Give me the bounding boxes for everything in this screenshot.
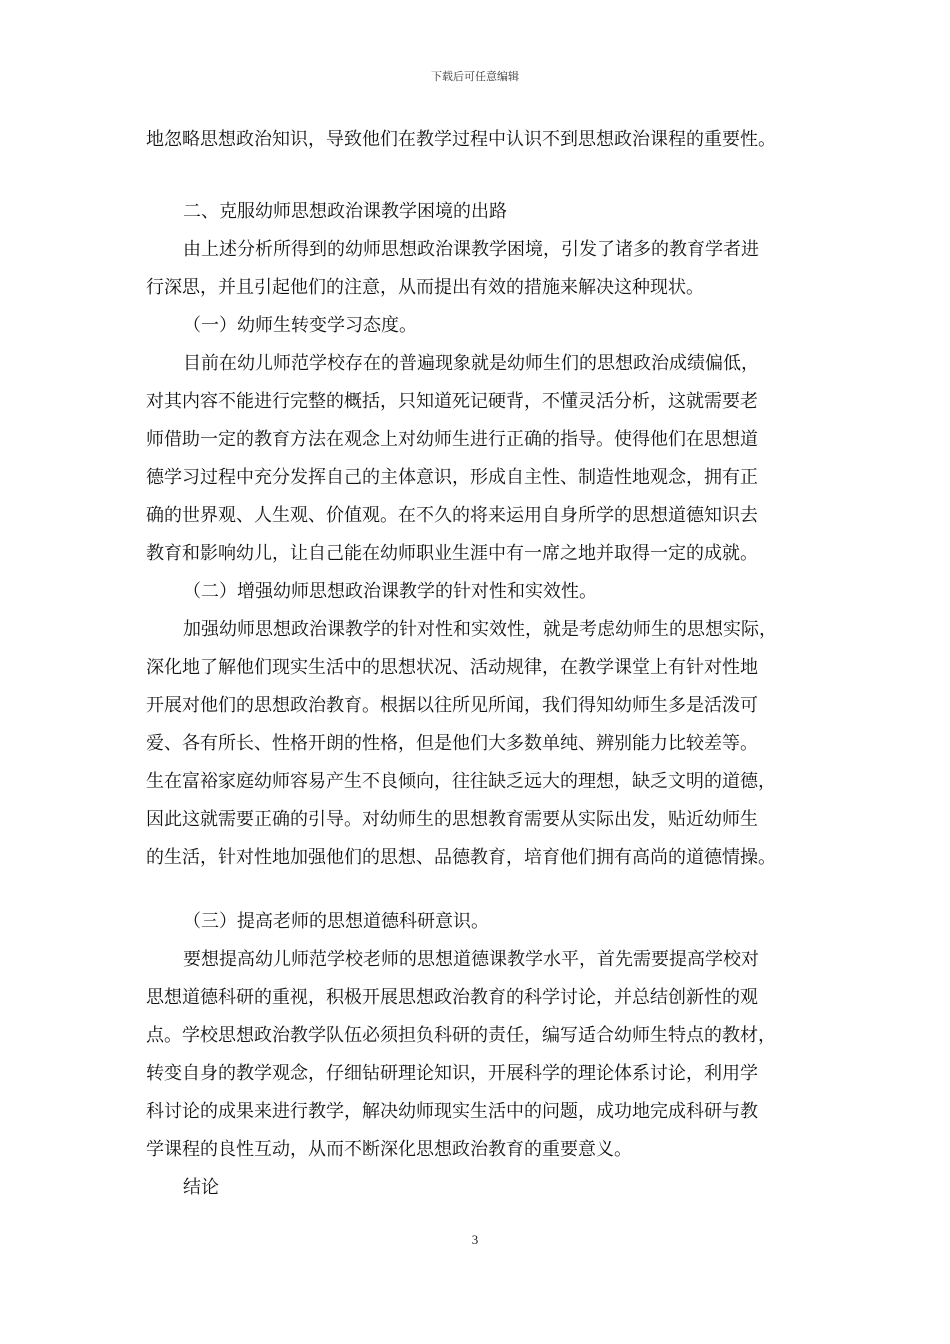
paragraph-line: 思想道德科研的重视，积极开展思想政治教育的科学讨论，并总结创新性的观 bbox=[146, 987, 758, 1008]
paragraph-line: 爱、各有所长、性格开朗的性格，但是他们大多数单纯、辨别能力比较差等。 bbox=[146, 733, 758, 754]
paragraph-line: 由上述分析所得到的幼师思想政治课教学困境，引发了诸多的教育学者进 bbox=[183, 239, 759, 260]
paragraph-line: 的生活，针对性地加强他们的思想、品德教育，培育他们拥有高尚的道德情操。 bbox=[146, 847, 776, 868]
paragraph-line: 地忽略思想政治知识，导致他们在教学过程中认识不到思想政治课程的重要性。 bbox=[146, 129, 776, 150]
subsection-heading: （二）增强幼师思想政治课教学的针对性和实效性。 bbox=[183, 581, 597, 602]
paragraph-line: 因此这就需要正确的引导。对幼师生的思想教育需要从实际出发，贴近幼师生 bbox=[146, 809, 758, 830]
paragraph-line: 转变自身的教学观念，仔细钻研理论知识，开展科学的理论体系讨论，利用学 bbox=[146, 1063, 758, 1084]
paragraph-line: 对其内容不能进行完整的概括，只知道死记硬背，不懂灵活分析，这就需要老 bbox=[146, 391, 758, 412]
paragraph-line: 教育和影响幼儿，让自己能在幼师职业生涯中有一席之地并取得一定的成就。 bbox=[146, 543, 758, 564]
paragraph-line: 学课程的良性互动，从而不断深化思想政治教育的重要意义。 bbox=[146, 1139, 632, 1160]
paragraph-line: 确的世界观、人生观、价值观。在不久的将来运用自身所学的思想道德知识去 bbox=[146, 505, 758, 526]
paragraph-line: 加强幼师思想政治课教学的针对性和实效性，就是考虑幼师生的思想实际， bbox=[183, 619, 777, 640]
paragraph-line: 开展对他们的思想政治教育。根据以往所见所闻，我们得知幼师生多是活泼可 bbox=[146, 695, 758, 716]
paragraph-line: 生在富裕家庭幼师容易产生不良倾向，往往缺乏远大的理想，缺乏文明的道德， bbox=[146, 771, 776, 792]
paragraph-line: 德学习过程中充分发挥自己的主体意识，形成自主性、制造性地观念，拥有正 bbox=[146, 467, 758, 488]
paragraph-line: 科讨论的成果来进行教学，解决幼师现实生活中的问题，成功地完成科研与教 bbox=[146, 1101, 758, 1122]
subsection-heading: （一）幼师生转变学习态度。 bbox=[183, 315, 417, 336]
paragraph-line: 要想提高幼儿师范学校老师的思想道德课教学水平，首先需要提高学校对 bbox=[183, 949, 759, 970]
paragraph-line: 点。学校思想政治教学队伍必须担负科研的责任，编写适合幼师生特点的教材， bbox=[146, 1025, 776, 1046]
page-number: 3 bbox=[471, 1232, 479, 1247]
paragraph-line: 目前在幼儿师范学校存在的普遍现象就是幼师生们的思想政治成绩偏低， bbox=[183, 353, 759, 374]
paragraph-line: 师借助一定的教育方法在观念上对幼师生进行正确的指导。使得他们在思想道 bbox=[146, 429, 758, 450]
subsection-heading: （三）提高老师的思想道德科研意识。 bbox=[183, 911, 489, 932]
paragraph-line: 行深思，并且引起他们的注意，从而提出有效的措施来解决这种现状。 bbox=[146, 277, 704, 298]
page-header: 下载后可任意编辑 bbox=[431, 70, 519, 83]
section-heading: 二、克服幼师思想政治课教学困境的出路 bbox=[183, 201, 507, 222]
paragraph-line: 深化地了解他们现实生活中的思想状况、活动规律，在教学课堂上有针对性地 bbox=[146, 657, 758, 678]
conclusion-heading: 结论 bbox=[183, 1177, 219, 1198]
